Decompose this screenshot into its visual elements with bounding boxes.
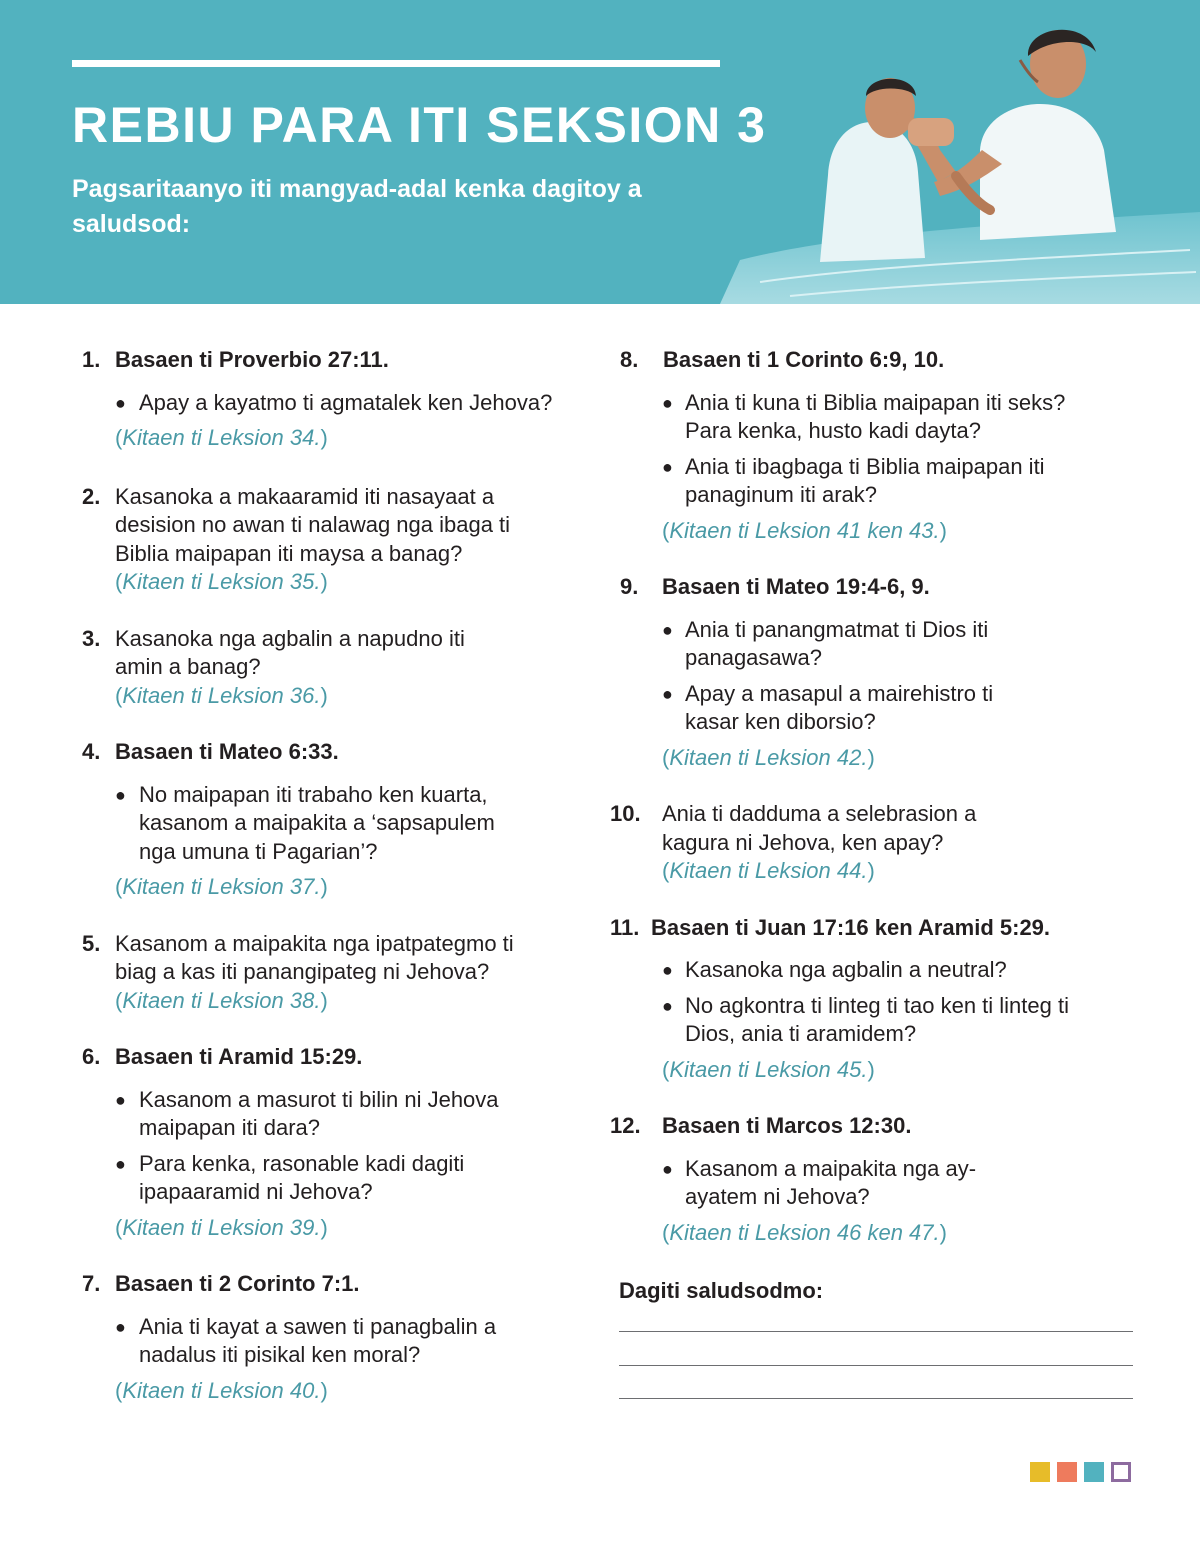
baptism-illustration — [720, 0, 1200, 304]
lesson-reference: (Kitaen ti Leksion 40.) — [115, 1377, 328, 1403]
bullet-icon: ● — [662, 1158, 673, 1179]
review-item-1 — [82, 346, 602, 453]
teal-square-icon — [1084, 1462, 1104, 1482]
bullet-icon: ● — [662, 456, 673, 477]
bullet-icon: ● — [662, 619, 673, 640]
lesson-reference: (Kitaen ti Leksion 42.) — [662, 744, 875, 770]
review-item-8 — [610, 346, 1130, 545]
item-number: 9. — [620, 574, 639, 599]
question-bullet: ● Kasanoka nga agbalin a neutral? — [610, 956, 1085, 985]
question-text: Kasanom a maipakita nga ipatpategmo ti biag a kas iti panangipateg ni Jehova? — [115, 930, 514, 984]
lesson-reference: (Kitaen ti Leksion 36.) — [115, 682, 328, 708]
lesson-reference: (Kitaen ti Leksion 34.) — [115, 425, 328, 450]
item-number: 8. — [620, 347, 639, 372]
page-title: REBIU PARA ITI SEKSION 3 — [72, 97, 767, 153]
scripture-heading: Basaen ti Mateo 6:33. — [115, 739, 339, 764]
scripture-heading: Basaen ti Aramid 15:29. — [115, 1044, 363, 1069]
bullet-icon: ● — [662, 683, 673, 704]
question-text: Ania ti dadduma a selebrasion a kagura ni Jehova, ken apay? — [662, 801, 977, 855]
lesson-reference: (Kitaen ti Leksion 37.) — [115, 874, 328, 899]
question-bullet: ● No agkontra ti linteg ti tao ken ti linteg ti Dios, ania ti aramidem? — [662, 992, 1069, 1046]
review-item-2 — [82, 483, 602, 597]
question-bullet: ● Apay a kayatmo ti agmatalek ken Jehova? — [82, 389, 602, 418]
item-number: 1. — [82, 347, 101, 372]
yellow-square-icon — [1030, 1462, 1050, 1482]
item-number: 4. — [82, 739, 101, 764]
purple-outline-square-icon — [1111, 1462, 1131, 1482]
question-bullet: ● Ania ti kayat a sawen ti panagbalin a nadalus iti pisikal ken moral? — [115, 1313, 497, 1367]
header-rule — [72, 60, 720, 67]
section-color-squares — [1030, 1462, 1131, 1482]
item-number: 7. — [82, 1271, 101, 1296]
scripture-heading: Basaen ti Proverbio 27:11. — [115, 347, 389, 372]
question-bullet: ● Kasanom a masurot ti bilin ni Jehova maipapan iti dara? — [115, 1086, 499, 1140]
lesson-reference: (Kitaen ti Leksion 45.) — [662, 1056, 875, 1082]
bullet-icon: ● — [115, 392, 126, 413]
bullet-icon: ● — [115, 1089, 126, 1110]
review-item-4 — [82, 738, 602, 902]
coral-square-icon — [1057, 1462, 1077, 1482]
question-bullet: ● Ania ti ibagbaga ti Biblia maipapan iti panaginum iti arak? — [662, 453, 1045, 507]
bullet-icon: ● — [115, 784, 126, 805]
bullet-icon: ● — [662, 995, 673, 1016]
page-subtitle: Pagsaritaanyo iti mangyad-adal kenka dagitoy a saludsod: — [72, 175, 642, 238]
scripture-heading: Basaen ti Marcos 12:30. — [662, 1113, 912, 1138]
lesson-reference: (Kitaen ti Leksion 41 ken 43.) — [662, 517, 947, 543]
questions-column-right — [610, 346, 1130, 1247]
question-bullet: ● Para kenka, rasonable kadi dagiti ipapaaramid ni Jehova? — [115, 1150, 465, 1204]
question-bullet: ● Ania ti panangmatmat ti Dios iti panagasawa? — [662, 616, 989, 670]
item-number: 11. — [610, 914, 640, 940]
item-number: 3. — [82, 625, 101, 651]
questions-column-left — [82, 346, 602, 1405]
bullet-icon: ● — [115, 1153, 126, 1174]
question-bullet: ● Kasanom a maipakita nga ay-ayatem ni Jehova? — [662, 1155, 977, 1209]
question-text: Kasanoka nga agbalin a napudno iti amin a banag? — [115, 625, 465, 679]
review-item-10 — [610, 800, 1130, 886]
review-item-11 — [610, 914, 1130, 1085]
lesson-reference: (Kitaen ti Leksion 38.) — [115, 987, 328, 1013]
item-number: 5. — [82, 930, 101, 956]
answer-line[interactable] — [619, 1398, 1133, 1399]
review-item-6 — [82, 1043, 602, 1242]
lesson-reference: (Kitaen ti Leksion 35.) — [115, 569, 328, 594]
bullet-icon: ● — [662, 392, 673, 413]
item-number: 12. — [610, 1113, 641, 1138]
review-item-3 — [82, 625, 602, 711]
item-number: 2. — [82, 483, 101, 509]
answer-line[interactable] — [619, 1331, 1133, 1332]
question-text: Kasanoka a makaaramid iti nasayaat a desision no awan ti nalawag nga ibaga ti Biblia maipapan iti maysa a banag? — [115, 483, 511, 566]
lesson-reference: (Kitaen ti Leksion 44.) — [662, 858, 875, 883]
review-item-5 — [82, 930, 602, 1016]
bullet-icon: ● — [662, 960, 673, 980]
scripture-heading: Basaen ti Juan 17:16 ken Aramid 5:29. — [651, 914, 1051, 940]
scripture-heading: Basaen ti Mateo 19:4-6, 9. — [662, 574, 930, 599]
review-item-12 — [610, 1112, 1130, 1247]
item-number: 10. — [610, 801, 641, 826]
question-bullet: ● Apay a masapul a mairehistro ti kasar ken diborsio? — [662, 680, 994, 734]
scripture-heading: Basaen ti 2 Corinto 7:1. — [115, 1271, 360, 1296]
review-item-9 — [610, 573, 1130, 772]
your-questions-label: Dagiti saludsodmo: — [619, 1278, 824, 1303]
lesson-reference: (Kitaen ti Leksion 46 ken 47.) — [662, 1219, 947, 1245]
review-item-7 — [82, 1270, 602, 1405]
item-number: 6. — [82, 1044, 101, 1069]
question-bullet: ● No maipapan iti trabaho ken kuarta, kasanom a maipakita a ‘sapsapulem nga umuna ti Pagarian’? — [115, 781, 495, 864]
scripture-heading: Basaen ti 1 Corinto 6:9, 10. — [663, 347, 945, 372]
lesson-reference: (Kitaen ti Leksion 39.) — [115, 1214, 328, 1240]
bullet-icon: ● — [115, 1316, 126, 1337]
question-bullet: ● Ania ti kuna ti Biblia maipapan iti seks? Para kenka, husto kadi dayta? — [662, 389, 1066, 443]
answer-line[interactable] — [619, 1365, 1133, 1366]
header-banner — [0, 0, 1200, 304]
